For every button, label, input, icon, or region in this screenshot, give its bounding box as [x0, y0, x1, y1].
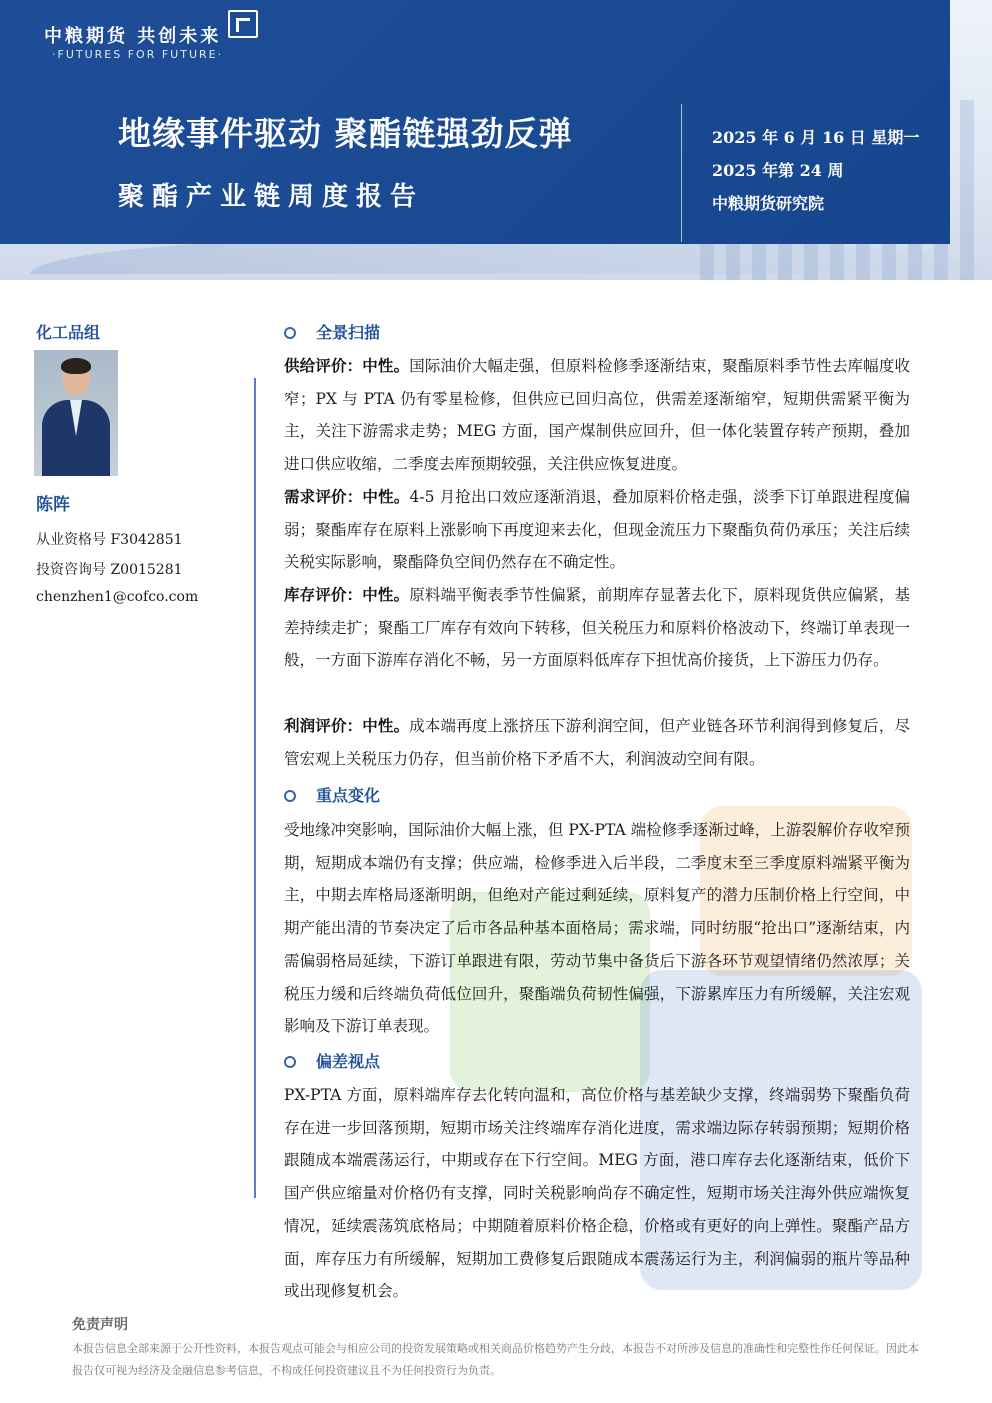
report-date: 2025 年 6 月 16 日 星期一 [712, 128, 920, 147]
report-institute: 中粮期货研究院 [712, 194, 825, 213]
disclaimer-text: 本报告信息全部来源于公开性资料，本报告观点可能会与相应公司的投资发展策略或相关商品价格趋势产生分歧，本报告不对所涉及信息的准确性和完整性作任何保证。因此本报告仅可视为经济及金融信息参考信息，不构成任何投资建议且不为任何投资行为负责。 [72, 1342, 919, 1377]
banner-divider [681, 104, 682, 242]
circle-bullet-icon [284, 790, 296, 802]
disclaimer-title: 免责声明 [72, 1317, 128, 1333]
logo-text: 中粮期货 共创未来 [44, 26, 222, 47]
section-heading: 偏差视点 [284, 1049, 380, 1072]
column-divider [254, 378, 256, 1198]
circle-bullet-icon [284, 1056, 296, 1068]
author-license: 从业资格号 F3042851 [36, 532, 183, 548]
paragraph-demand: 需求评价：中性。4-5 月抢出口效应逐渐消退，叠加原料价格走强，淡季下订单跟进程度偏弱；聚酯库存在原料上涨影响下再度迎来去化，但现金流压力下聚酯负荷仍承压；关注后续关税实际影响，聚酯降负空间仍然存在不确定性。 [284, 487, 910, 572]
author-email[interactable]: chenzhen1@cofco.com [36, 589, 199, 605]
logo-icon [228, 10, 258, 38]
paragraph-key-changes: 受地缘冲突影响，国际油价大幅上涨，但 PX-PTA 端检修季逐渐过峰，上游裂解价存收窄预期，短期成本端仍有支撑；供应端，检修季进入后半段，二季度末至三季度原料端紧平衡为主，中期去库格局逐渐明朗，但绝对产能过剩延续，原料复产的潜力压制价格上行空间，中期产能出清的节奏决定了后市各品种基本面格局；需求端，同时纺服“抢出口”逐渐结束，内需偏弱格局延续，下游订单跟进有限，劳动节集中备货后下游各环节观望情绪仍然浓厚；关税压力缓和后终端负荷低位回升，聚酯端负荷韧性偏强，下游累库压力有所缓解，关注宏观影响及下游订单表现。 [284, 821, 910, 1036]
paragraph-label: 供给评价：中性。 [284, 356, 410, 375]
paragraph-label: 库存评价：中性。 [284, 585, 410, 604]
paragraph-supply: 供给评价：中性。国际油价大幅走强，但原料检修季逐渐结束，聚酯原料季节性去库幅度收窄；PX 与 PTA 仍有零星检修，但供应已回归高位，供需差逐渐缩窄，短期供需紧平衡为主，关注下游需求走势；MEG 方面，国产煤制供应回升，但一体化装置存转产预期，叠加进口供应收缩，二季度去库预期较强，关注供应恢复进度。 [284, 356, 910, 474]
paragraph-label: 需求评价：中性。 [284, 487, 410, 506]
report-title: 地缘事件驱动 聚酯链强劲反弹 [118, 114, 573, 153]
avatar [34, 350, 118, 476]
decor-bar [960, 100, 974, 280]
author-consult-id: 投资咨询号 Z0015281 [36, 562, 183, 578]
author-name: 陈阵 [36, 495, 70, 515]
author-group: 化工品组 [36, 323, 101, 342]
paragraph-outlook: PX-PTA 方面，原料端库存去化转向温和，高位价格与基差缺少支撑，终端弱势下聚酯负荷存在进一步回落预期，短期市场关注终端库存消化进度，需求端边际存转弱预期；短期价格跟随成本端震荡运行，中期或存在下行空间。MEG 方面，港口库存去化逐渐结束，低价下国产供应缩量对价格仍有支撑，同时关税影响尚存不确定性，短期市场关注海外供应端恢复情况，延续震荡筑底格局；中期随着原料价格企稳，价格或有更好的向上弹性。聚酯产品方面，库存压力有所缓解，短期加工费修复后跟随成本震荡运行为主，利润偏弱的瓶片等品种或出现修复机会。 [284, 1086, 910, 1301]
paragraph-profit: 利润评价：中性。成本端再度上涨挤压下游利润空间，但产业链各环节利润得到修复后，尽管宏观上关税压力仍存，但当前价格下矛盾不大，利润波动空间有限。 [284, 716, 910, 768]
logo-slogan: ·FUTURES FOR FUTURE· [52, 48, 224, 61]
circle-bullet-icon [284, 327, 296, 339]
paragraph-label: 利润评价：中性。 [284, 716, 410, 735]
paragraph-inventory: 库存评价：中性。原料端平衡表季节性偏紧，前期库存显著去化下，原料现货供应偏紧，基差持续走扩；聚酯工厂库存有效向下转移，但关税压力和原料价格波动下，终端订单表现一般，一方面下游库存消化不畅，另一方面原料低库存下担忧高价接货，上下游压力仍存。 [284, 585, 910, 670]
header-banner [0, 0, 950, 244]
report-subtitle: 聚酯产业链周度报告 [118, 182, 425, 212]
report-week: 2025 年第 24 周 [712, 161, 844, 180]
section-heading: 重点变化 [284, 783, 380, 806]
section-heading: 全景扫描 [284, 320, 380, 343]
